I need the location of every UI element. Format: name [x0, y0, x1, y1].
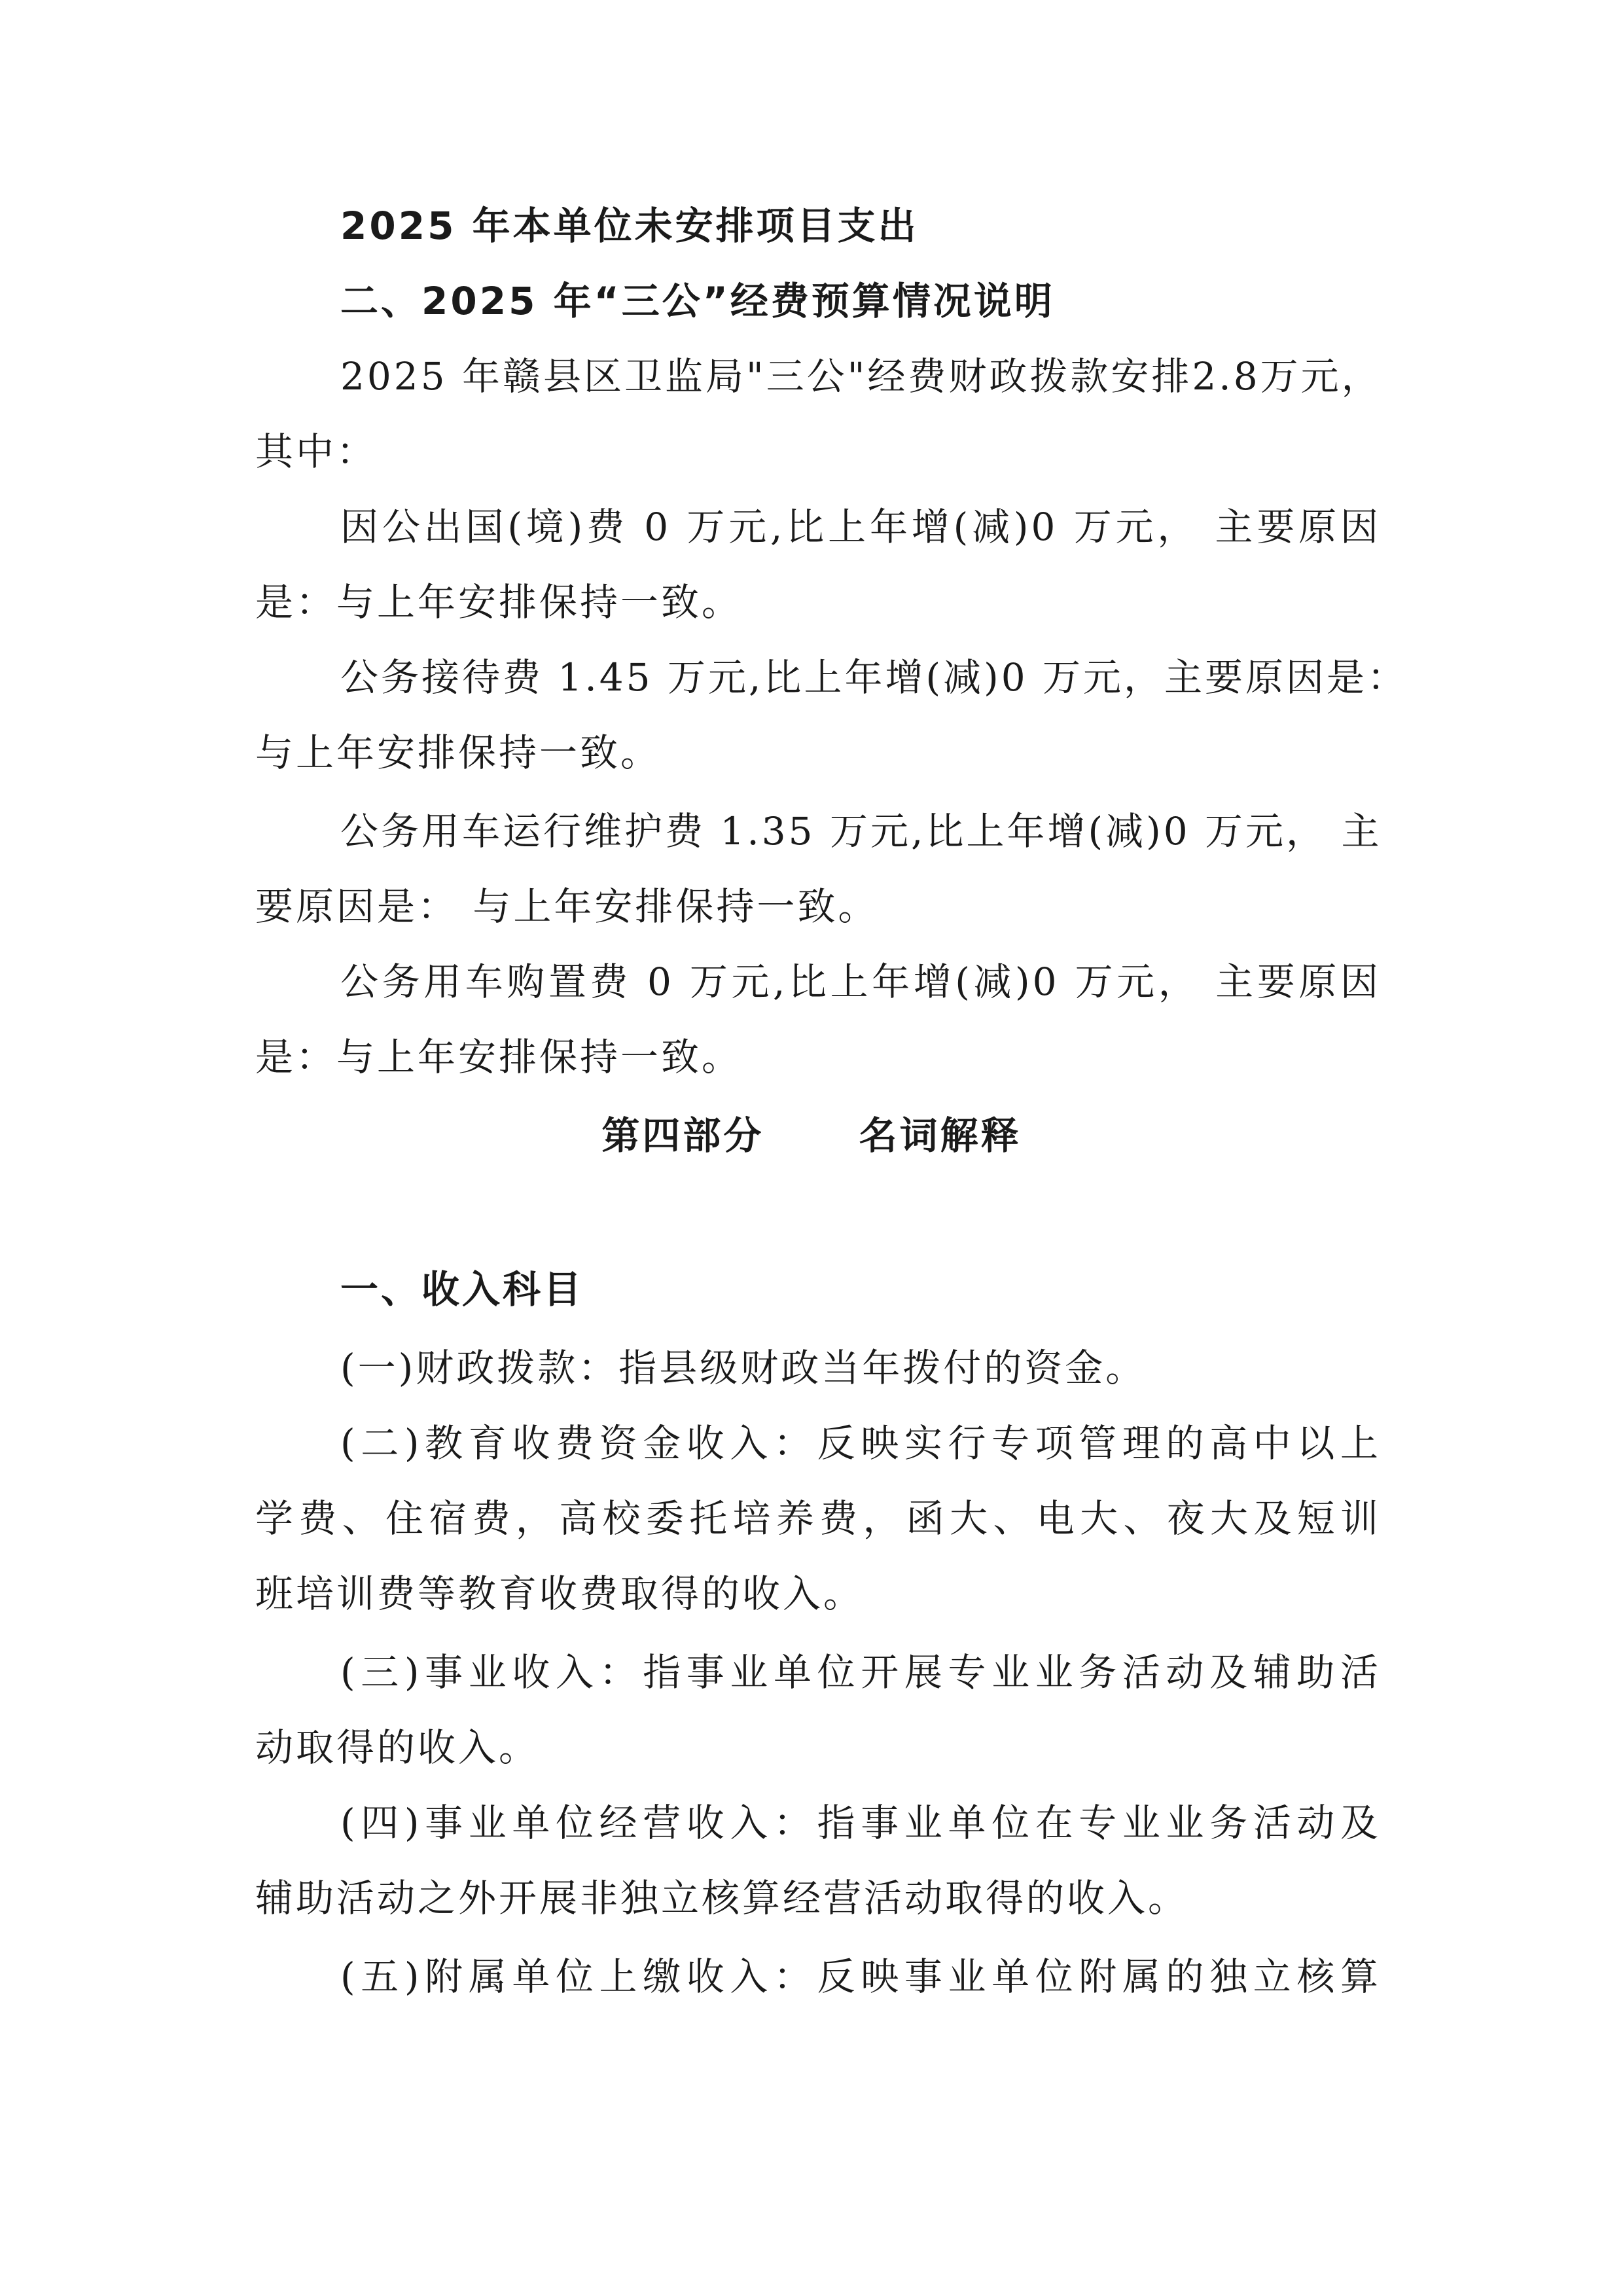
paragraph-line: 学费、住宿费，高校委托培养费，函大、电大、夜大及短训 — [255, 1496, 1381, 1541]
paragraph-line: (五)附属单位上缴收入：反映事业单位附属的独立核算 — [340, 1954, 1381, 1999]
paragraph-line: (一)财政拨款：指县级财政当年拨付的资金。 — [340, 1346, 1147, 1390]
paragraph-line: 公务用车购置费 0 万元,比上年增(减)0 万元， 主要原因 — [340, 960, 1381, 1004]
paragraph-line: 2025 年赣县区卫监局"三公"经费财政拨款安排2.8万元， — [340, 354, 1382, 399]
paragraph-line: 其中： — [255, 429, 378, 474]
paragraph-line: 动取得的收入。 — [255, 1725, 540, 1770]
paragraph-line: 班培训费等教育收费取得的收入。 — [255, 1571, 865, 1616]
paragraph-line: 因公出国(境)费 0 万元,比上年增(减)0 万元， 主要原因 — [340, 505, 1381, 549]
paragraph-line: (四)事业单位经营收入：指事业单位在专业业务活动及 — [340, 1801, 1381, 1845]
paragraph-line: 与上年安排保持一致。 — [255, 730, 662, 775]
paragraph-line: 辅助活动之外开展非独立核算经营活动取得的收入。 — [255, 1876, 1189, 1920]
heading-unassigned-project-expenditure: 2025 年本单位未安排项目支出 — [340, 204, 919, 248]
paragraph-line: 是：与上年安排保持一致。 — [255, 580, 743, 624]
heading-three-public-budget: 二、2025 年“三公”经费预算情况说明 — [340, 279, 1055, 323]
paragraph-line: 公务用车运行维护费 1.35 万元,比上年增(减)0 万元， 主 — [340, 809, 1382, 853]
paragraph-line: 是：与上年安排保持一致。 — [255, 1035, 743, 1079]
paragraph-line: 要原因是： 与上年安排保持一致。 — [255, 884, 879, 929]
paragraph-line: (三)事业收入：指事业单位开展专业业务活动及辅助活 — [340, 1650, 1381, 1695]
heading-income-subjects: 一、收入科目 — [340, 1267, 584, 1312]
paragraph-line: (二)教育收费资金收入：反映实行专项管理的高中以上 — [340, 1421, 1381, 1465]
section-title-part-four: 第四部分 名词解释 — [601, 1113, 1022, 1158]
paragraph-line: 公务接待费 1.45 万元,比上年增(减)0 万元，主要原因是： — [340, 655, 1408, 700]
